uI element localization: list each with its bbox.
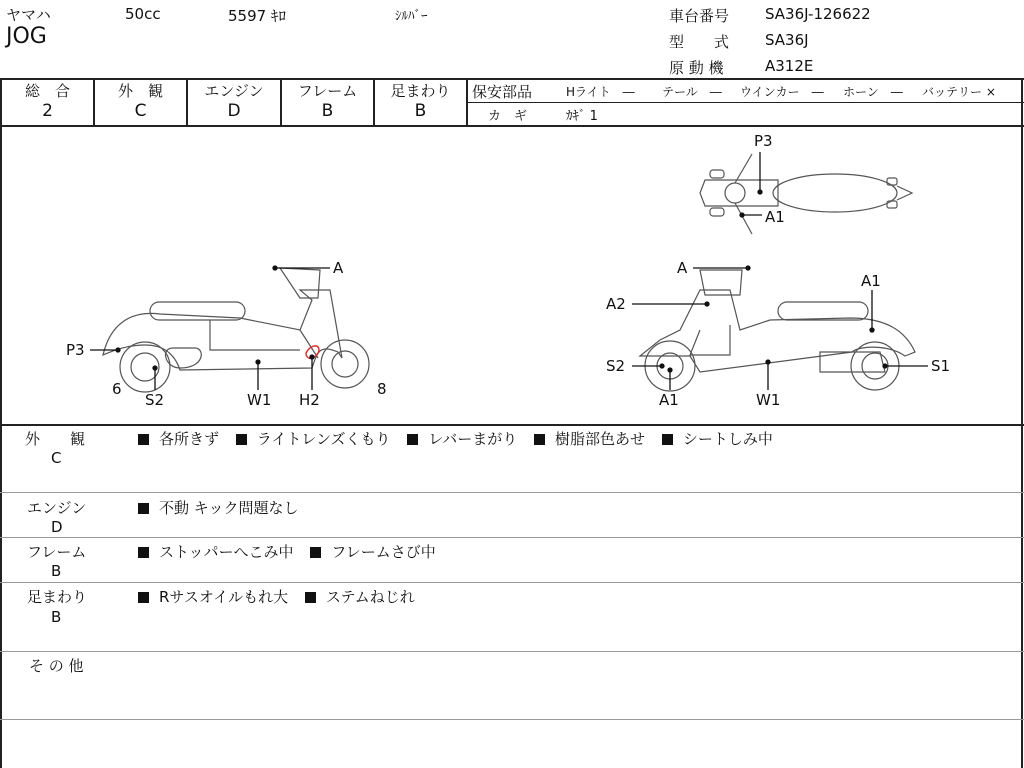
remark-suspension-grade: B	[51, 608, 62, 626]
frame-number-value: SA36J-126622	[765, 5, 871, 23]
engine-model-label: 原 動 機	[669, 59, 724, 77]
frame-grade-value: B	[321, 101, 334, 121]
remark-item: レバーまがり	[428, 430, 518, 448]
remark-other-label: そ の 他	[29, 657, 84, 675]
type-value: SA36J	[765, 31, 809, 49]
remark-item: ステムねじれ	[325, 588, 415, 606]
remark-item: ライトレンズくもり	[256, 430, 391, 448]
maker-name: ヤマハ	[6, 6, 51, 24]
label-a-right: A	[677, 259, 688, 277]
divider	[0, 537, 1024, 538]
bullet-icon	[310, 547, 321, 558]
scooter-left-view	[103, 268, 369, 392]
label-p3-top: P3	[754, 132, 773, 150]
remark-suspension-label: 足まわり	[27, 588, 88, 606]
label-a1-right-rear: A1	[861, 272, 881, 290]
divider	[466, 78, 468, 126]
type-label: 型 式	[669, 33, 730, 51]
divider	[0, 492, 1024, 493]
bullet-icon	[138, 503, 149, 514]
suspension-grade-value: B	[414, 101, 427, 121]
overall-grade-label: 総 合	[24, 82, 70, 100]
remark-exterior-items	[134, 428, 781, 449]
remark-item: ストッパーへこみ中	[159, 543, 294, 561]
safety-item-taillight: テール ―	[662, 85, 722, 99]
remark-item: 樹脂部色あせ	[555, 430, 646, 448]
mileage: 5597 ｷﾛ	[228, 7, 286, 25]
suspension-grade-label: 足まわり	[390, 82, 451, 100]
divider	[0, 719, 1024, 720]
scooter-top-view	[700, 154, 912, 234]
remark-frame-items	[134, 541, 444, 562]
color-name: ｼﾙﾊﾞｰ	[395, 9, 428, 24]
remark-item: 各所きず	[159, 430, 220, 448]
frame-number-label: 車台番号	[669, 7, 730, 25]
model-name: JOG	[6, 24, 47, 49]
remark-exterior-grade: C	[51, 449, 62, 467]
exterior-grade-value: C	[134, 101, 147, 121]
safety-item-horn: ホーン ―	[843, 85, 903, 99]
bullet-icon	[138, 434, 149, 445]
label-s1-right: S1	[931, 357, 951, 375]
label-8: 8	[377, 380, 387, 398]
remark-item: フレームさび中	[331, 543, 436, 561]
remark-suspension-items	[134, 586, 423, 607]
remark-item: 不動 キック問題なし	[159, 499, 299, 517]
engine-model-value: A312E	[765, 57, 814, 75]
displacement: 50cc	[125, 5, 161, 23]
bullet-icon	[407, 434, 418, 445]
key-value: ｶｷﾞ 1	[566, 109, 598, 124]
label-s2-left: S2	[145, 391, 165, 409]
remark-frame-label: フレーム	[27, 543, 87, 561]
divider	[0, 582, 1024, 583]
label-6: 6	[112, 380, 122, 398]
remark-frame-grade: B	[51, 562, 62, 580]
divider	[0, 651, 1024, 652]
safety-item-winker: ウインカー ―	[740, 85, 824, 99]
remark-engine-label: エンジン	[27, 499, 87, 517]
bullet-icon	[138, 547, 149, 558]
remark-exterior-label: 外 観	[25, 430, 86, 448]
engine-grade-label: エンジン	[204, 82, 264, 100]
divider	[0, 424, 1024, 426]
label-h2-left: H2	[299, 391, 320, 409]
label-p3-left: P3	[66, 341, 85, 359]
remark-item: シートしみ中	[682, 430, 773, 448]
bullet-icon	[534, 434, 545, 445]
safety-item-headlight: Hライト ―	[566, 85, 635, 99]
remark-engine-items	[134, 497, 306, 518]
engine-grade-value: D	[227, 101, 241, 121]
exterior-grade-label: 外 観	[117, 82, 163, 100]
label-a-left: A	[333, 259, 344, 277]
safety-item-battery: バッテリー ×	[922, 85, 996, 99]
label-a1-top: A1	[765, 208, 785, 226]
safety-parts-label: 保安部品	[472, 83, 533, 101]
bullet-icon	[662, 434, 673, 445]
key-label: カ ギ	[488, 109, 528, 124]
bullet-icon	[138, 592, 149, 603]
remark-engine-grade: D	[51, 518, 63, 536]
divider	[466, 102, 1024, 103]
frame-grade-label: フレーム	[297, 82, 358, 100]
label-w1-right: W1	[756, 391, 781, 409]
damage-diagram	[0, 126, 1024, 426]
bullet-icon	[305, 592, 316, 603]
overall-grade-value: 2	[42, 101, 53, 121]
label-a1-right-front: A1	[659, 391, 679, 409]
label-a2-right: A2	[606, 295, 626, 313]
remark-item: Rサスオイルもれ大	[159, 588, 289, 606]
label-s2-right: S2	[606, 357, 626, 375]
bullet-icon	[236, 434, 247, 445]
label-w1-left: W1	[247, 391, 272, 409]
